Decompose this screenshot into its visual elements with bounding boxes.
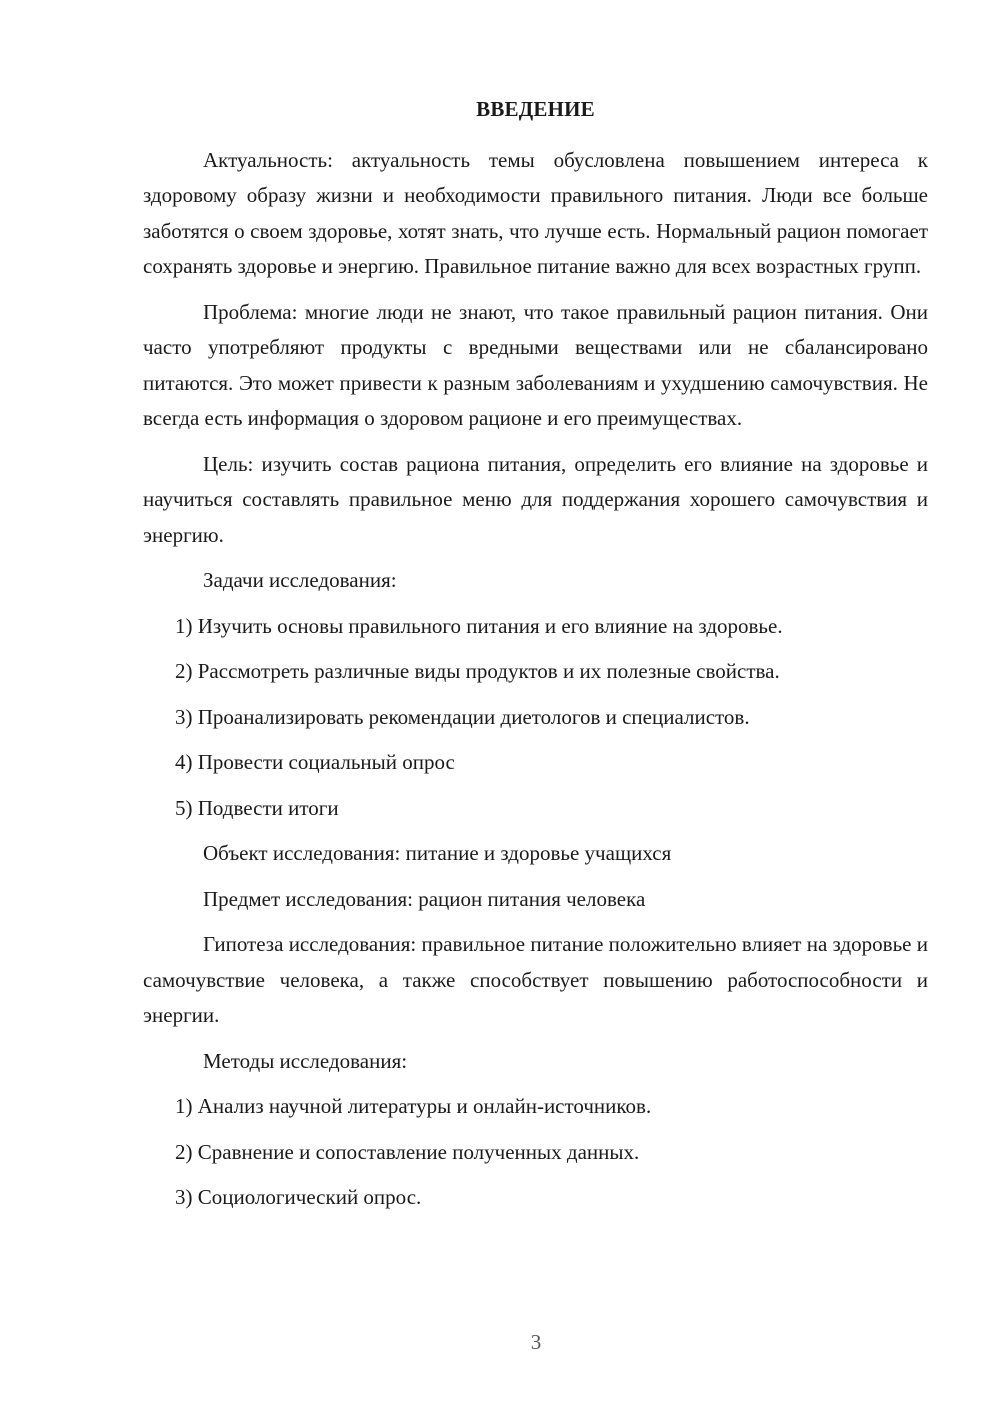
task-item: 4) Провести социальный опрос [175,750,455,774]
task-item: 5) Подвести итоги [175,795,339,820]
task-item: 3) Проанализировать рекомендации диетологов и специалистов. [175,704,750,729]
method-item: 3) Социологический опрос. [175,1185,422,1209]
task-item: 2) Рассмотреть различные виды продуктов и их полезные свойства. [175,659,780,683]
research-subject: Предмет исследования: рацион питания человека [203,886,646,911]
method-item: 1) Анализ научной литературы и онлайн-источников. [175,1094,652,1118]
research-object: Объект исследования: питание и здоровье учащихся [203,841,672,865]
tasks-title: Задачи исследования: [203,568,397,592]
hypothesis-paragraph: Гипотеза исследования: правильное питание положительно влияет на здоровье и самочувствие человека, а также способствует повышению работоспособности и энергии. [143,932,928,1027]
method-item: 2) Сравнение и сопоставление полученных данных. [175,1139,640,1164]
document-page [143,92,928,1226]
methods-title: Методы исследования: [203,1048,408,1073]
relevance-paragraph: Актуальность: актуальность темы обусловлена повышением интереса к здоровому образу жизни и необходимости правильного питания. Люди все больше заботятся о своем здоровье, хотят знать, что лучше есть. Нормальный рацион помогает сохранять здоровье и энергию. Правильное питание важно для всех возрастных групп. [143,147,928,278]
task-item: 1) Изучить основы правильного питания и его влияние на здоровье. [175,613,783,638]
goal-paragraph: Цель: изучить состав рациона питания, определить его влияние на здоровье и научиться составлять правильное меню для поддержания хорошего самочувствия и энергию. [143,451,928,547]
page-number: 3 [530,1330,542,1354]
section-heading: ВВЕДЕНИЕ [476,97,595,121]
problem-paragraph: Проблема: многие люди не знают, что такое правильный рацион питания. Они часто употребляют продукты с вредными веществами или не сбалансировано питаются. Это может привести к разным заболеваниям и ухудшению самочувствия. Не всегда есть информация о здоровом рационе и его преимуществах. [143,299,928,430]
